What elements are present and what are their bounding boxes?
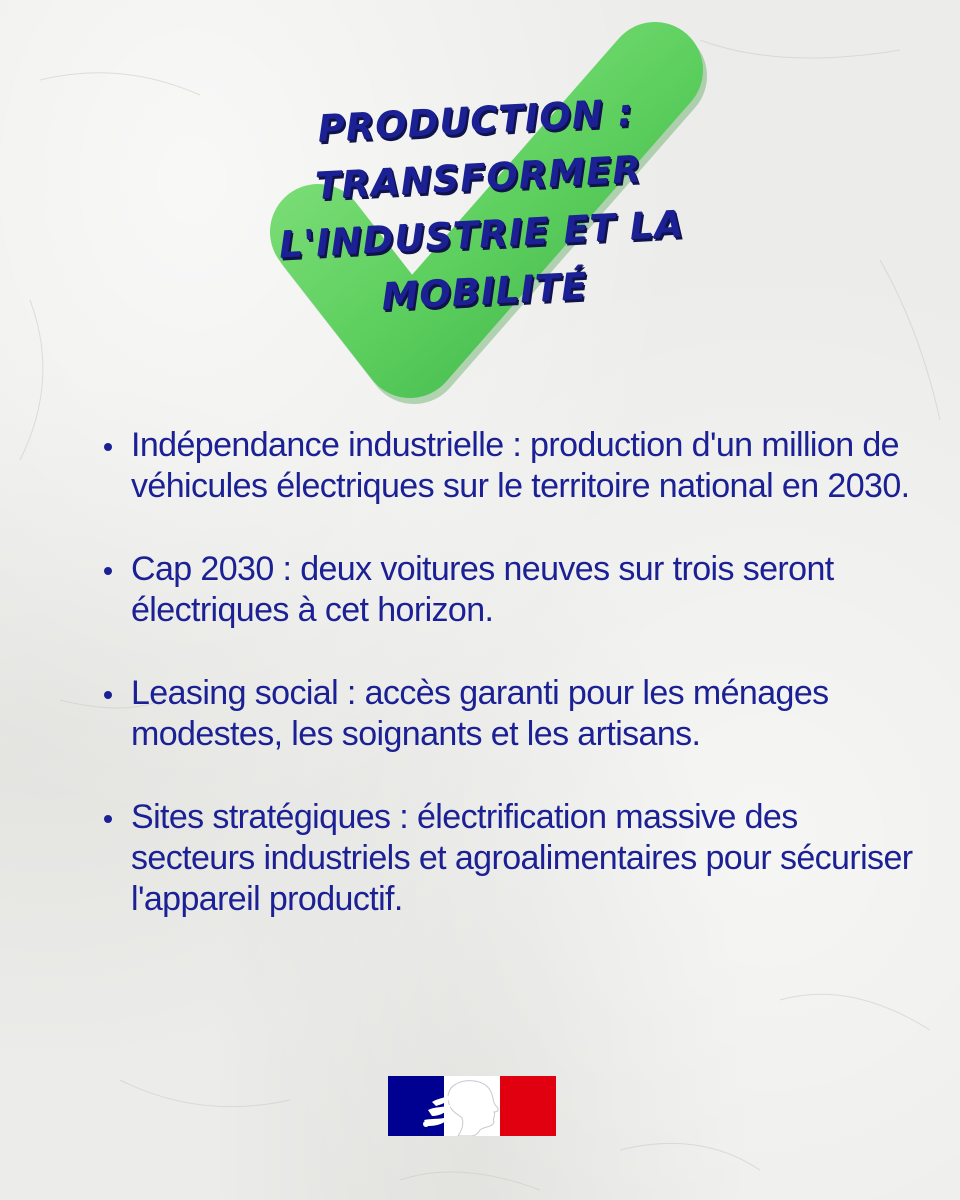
title-line: MOBILITÉ bbox=[380, 264, 589, 319]
bullet-item: Leasing social : accès garanti pour les ménages modestes, les soignants et les artisans. bbox=[100, 673, 920, 755]
bullet-item: Sites stratégiques : électrification massive des secteurs industriels et agroalimentaires pour sécuriser l'appareil productif. bbox=[100, 797, 920, 920]
title-line: L'INDUSTRIE ET LA bbox=[277, 202, 685, 267]
page-title bbox=[254, 81, 705, 332]
marianne-profile-icon bbox=[388, 1076, 556, 1136]
title-line: TRANSFORMER bbox=[314, 147, 643, 208]
bullet-list bbox=[100, 425, 920, 962]
title-line: PRODUCTION : bbox=[316, 90, 635, 151]
bullet-item: Cap 2030 : deux voitures neuves sur trois seront électriques à cet horizon. bbox=[100, 549, 920, 631]
marianne-logo bbox=[388, 1076, 556, 1136]
bullet-item: Indépendance industrielle : production d'un million de véhicules électriques sur le territoire national en 2030. bbox=[100, 425, 920, 507]
